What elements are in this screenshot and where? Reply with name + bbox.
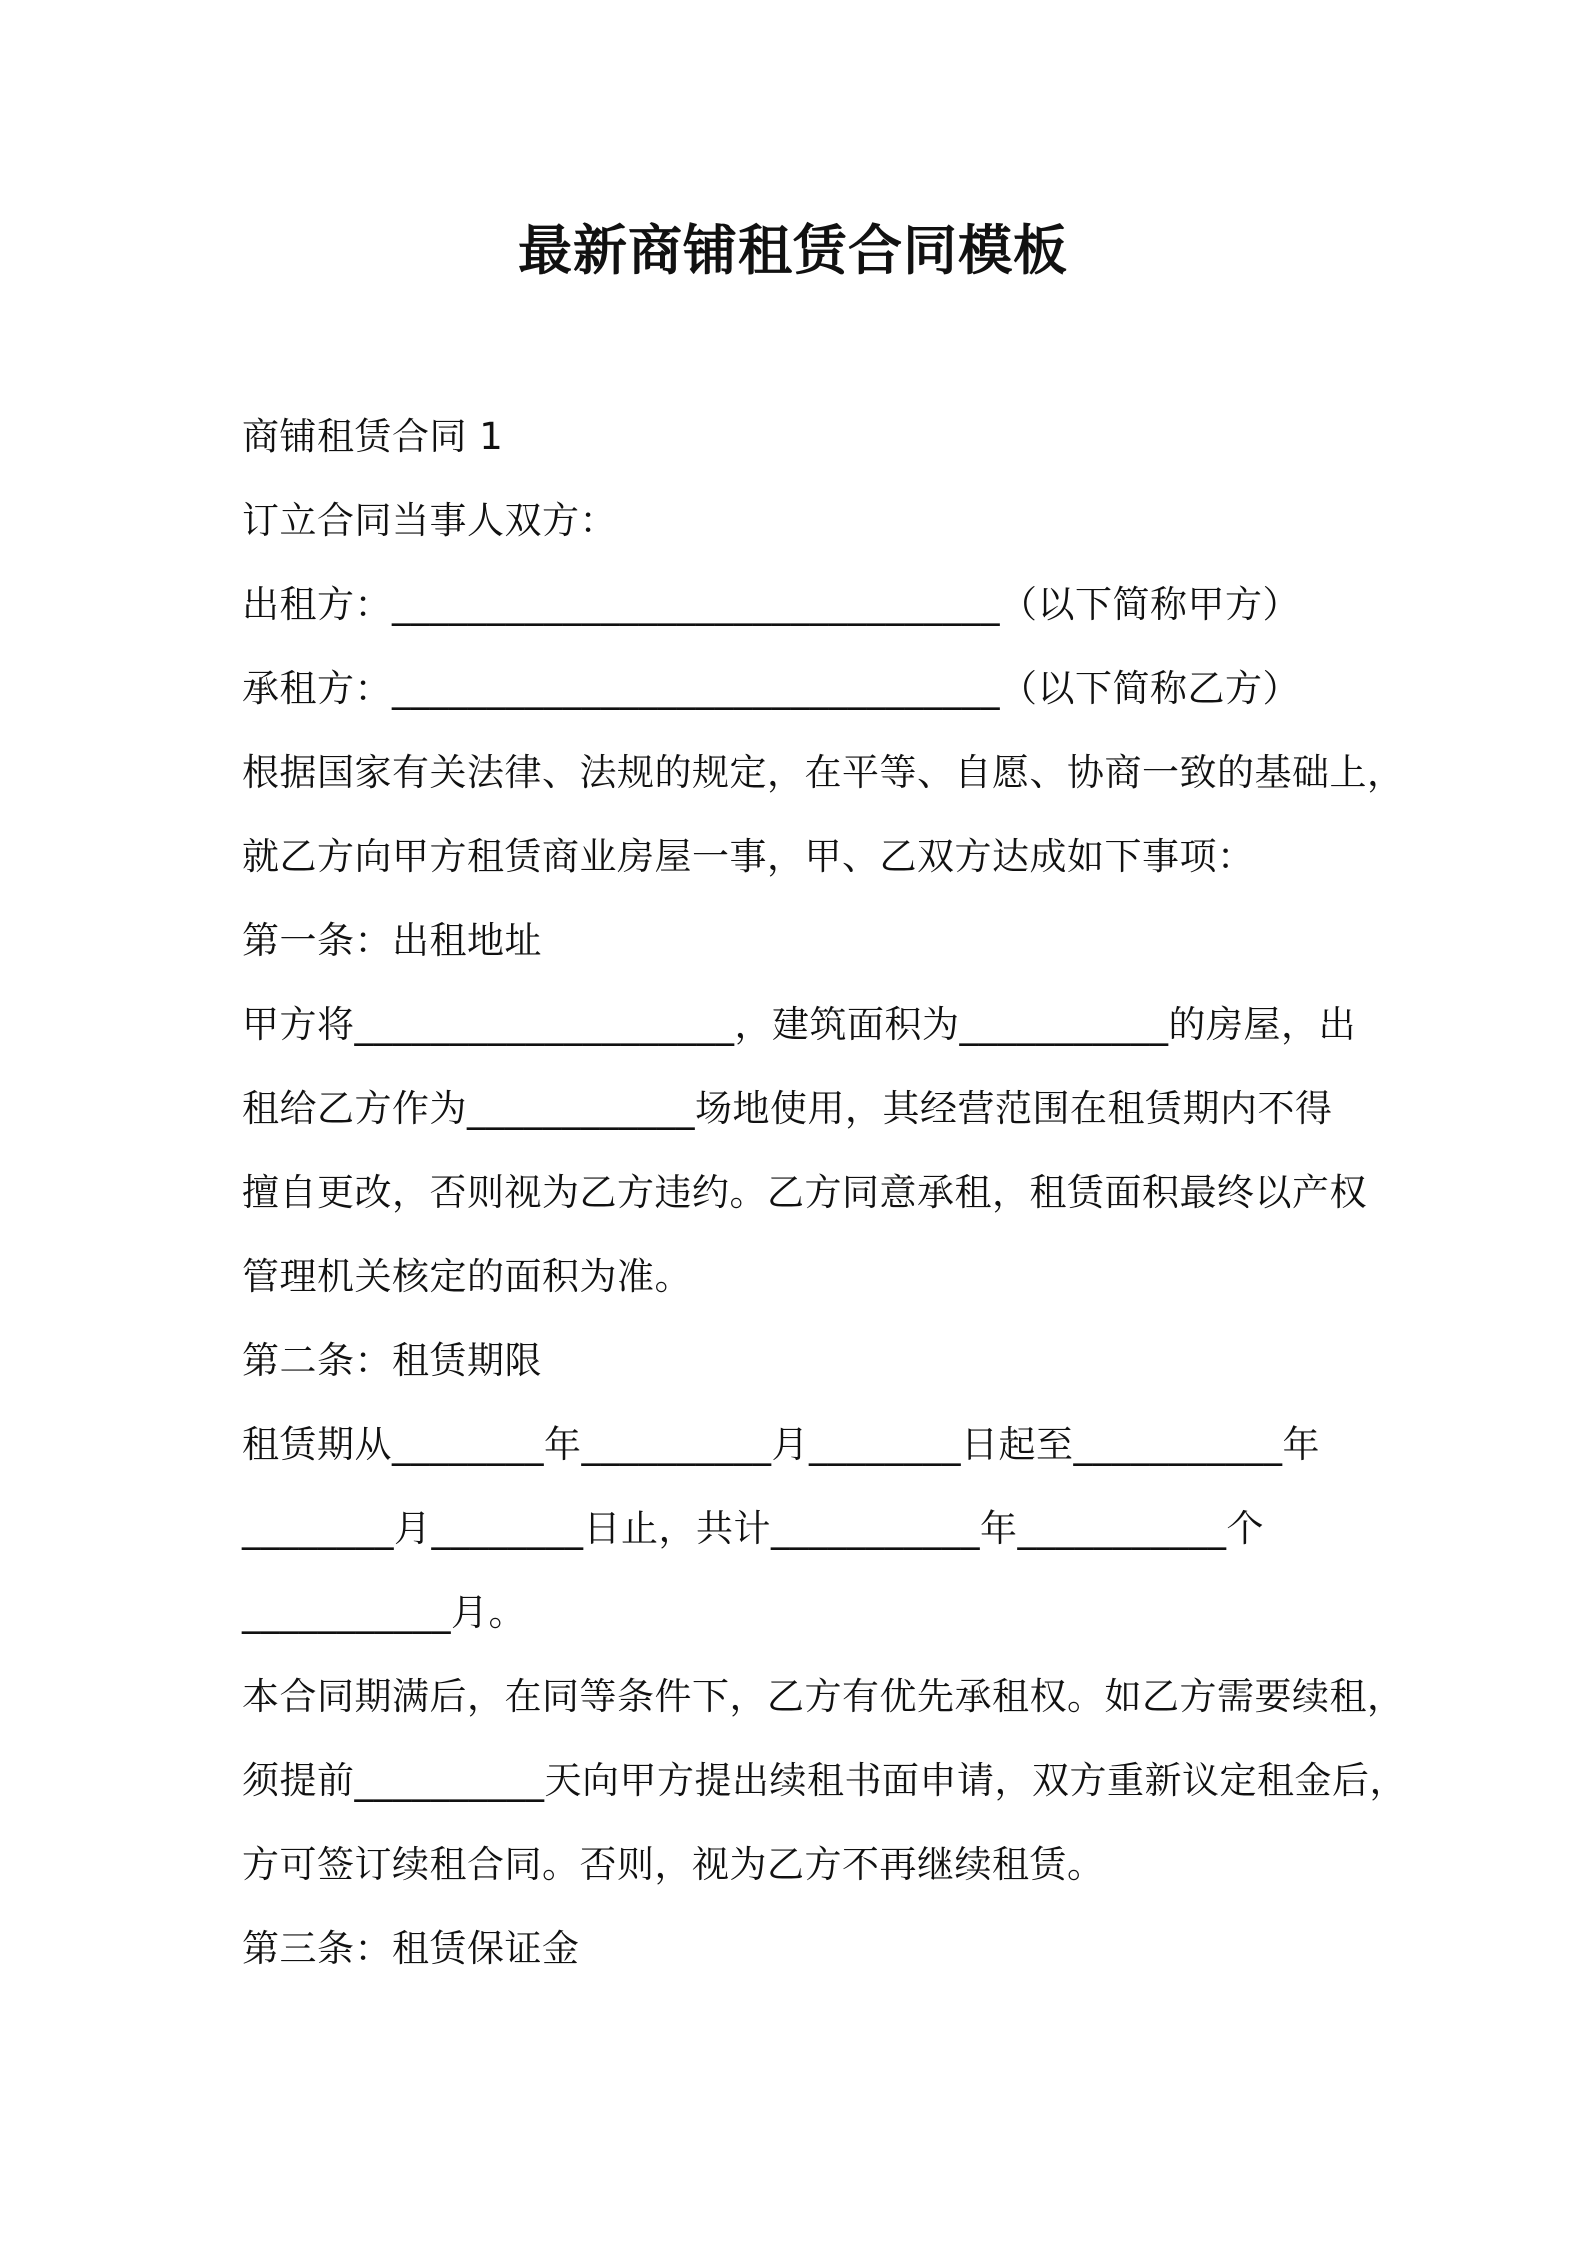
paragraph-line: 擅自更改，否则视为乙方违约。乙方同意承租，租赁面积最终以产权 (242, 1171, 1367, 1214)
contract-subtitle: 商铺租赁合同 1 (242, 415, 504, 458)
preamble-line: 就乙方向甲方租赁商业房屋一事，甲、乙双方达成如下事项： (242, 835, 1255, 878)
article-heading: 第一条：出租地址 (242, 919, 542, 962)
paragraph-line: 方可签订续租合同。否则，视为乙方不再继续租赁。 (242, 1843, 1105, 1886)
lessee-line: 承租方：________________________________（以下简称乙方） (242, 667, 1300, 710)
paragraph-line: 管理机关核定的面积为准。 (242, 1255, 692, 1298)
article-heading: 第二条：租赁期限 (242, 1339, 542, 1382)
parties-heading: 订立合同当事人双方： (242, 499, 617, 542)
paragraph-line: 租给乙方作为____________场地使用，其经营范围在租赁期内不得 (242, 1087, 1333, 1130)
paragraph-line: 租赁期从________年__________月________日起至___________年 (242, 1423, 1320, 1466)
article-heading: 第三条：租赁保证金 (242, 1927, 580, 1970)
paragraph-line: 本合同期满后，在同等条件下，乙方有优先承租权。如乙方需要续租， (242, 1675, 1405, 1718)
preamble-line: 根据国家有关法律、法规的规定，在平等、自愿、协商一致的基础上， (242, 751, 1405, 794)
paragraph-line: 须提前__________天向甲方提出续租书面申请，双方重新议定租金后， (242, 1759, 1407, 1802)
lessor-line: 出租方：________________________________（以下简称甲方） (242, 583, 1300, 626)
paragraph-line: 甲方将____________________，建筑面积为___________的房屋，出 (242, 1003, 1356, 1046)
paragraph-line: ___________月。 (242, 1591, 526, 1634)
document-title: 最新商铺租赁合同模板 (518, 219, 1068, 282)
paragraph-line: ________月________日止，共计___________年___________个 (242, 1507, 1264, 1550)
